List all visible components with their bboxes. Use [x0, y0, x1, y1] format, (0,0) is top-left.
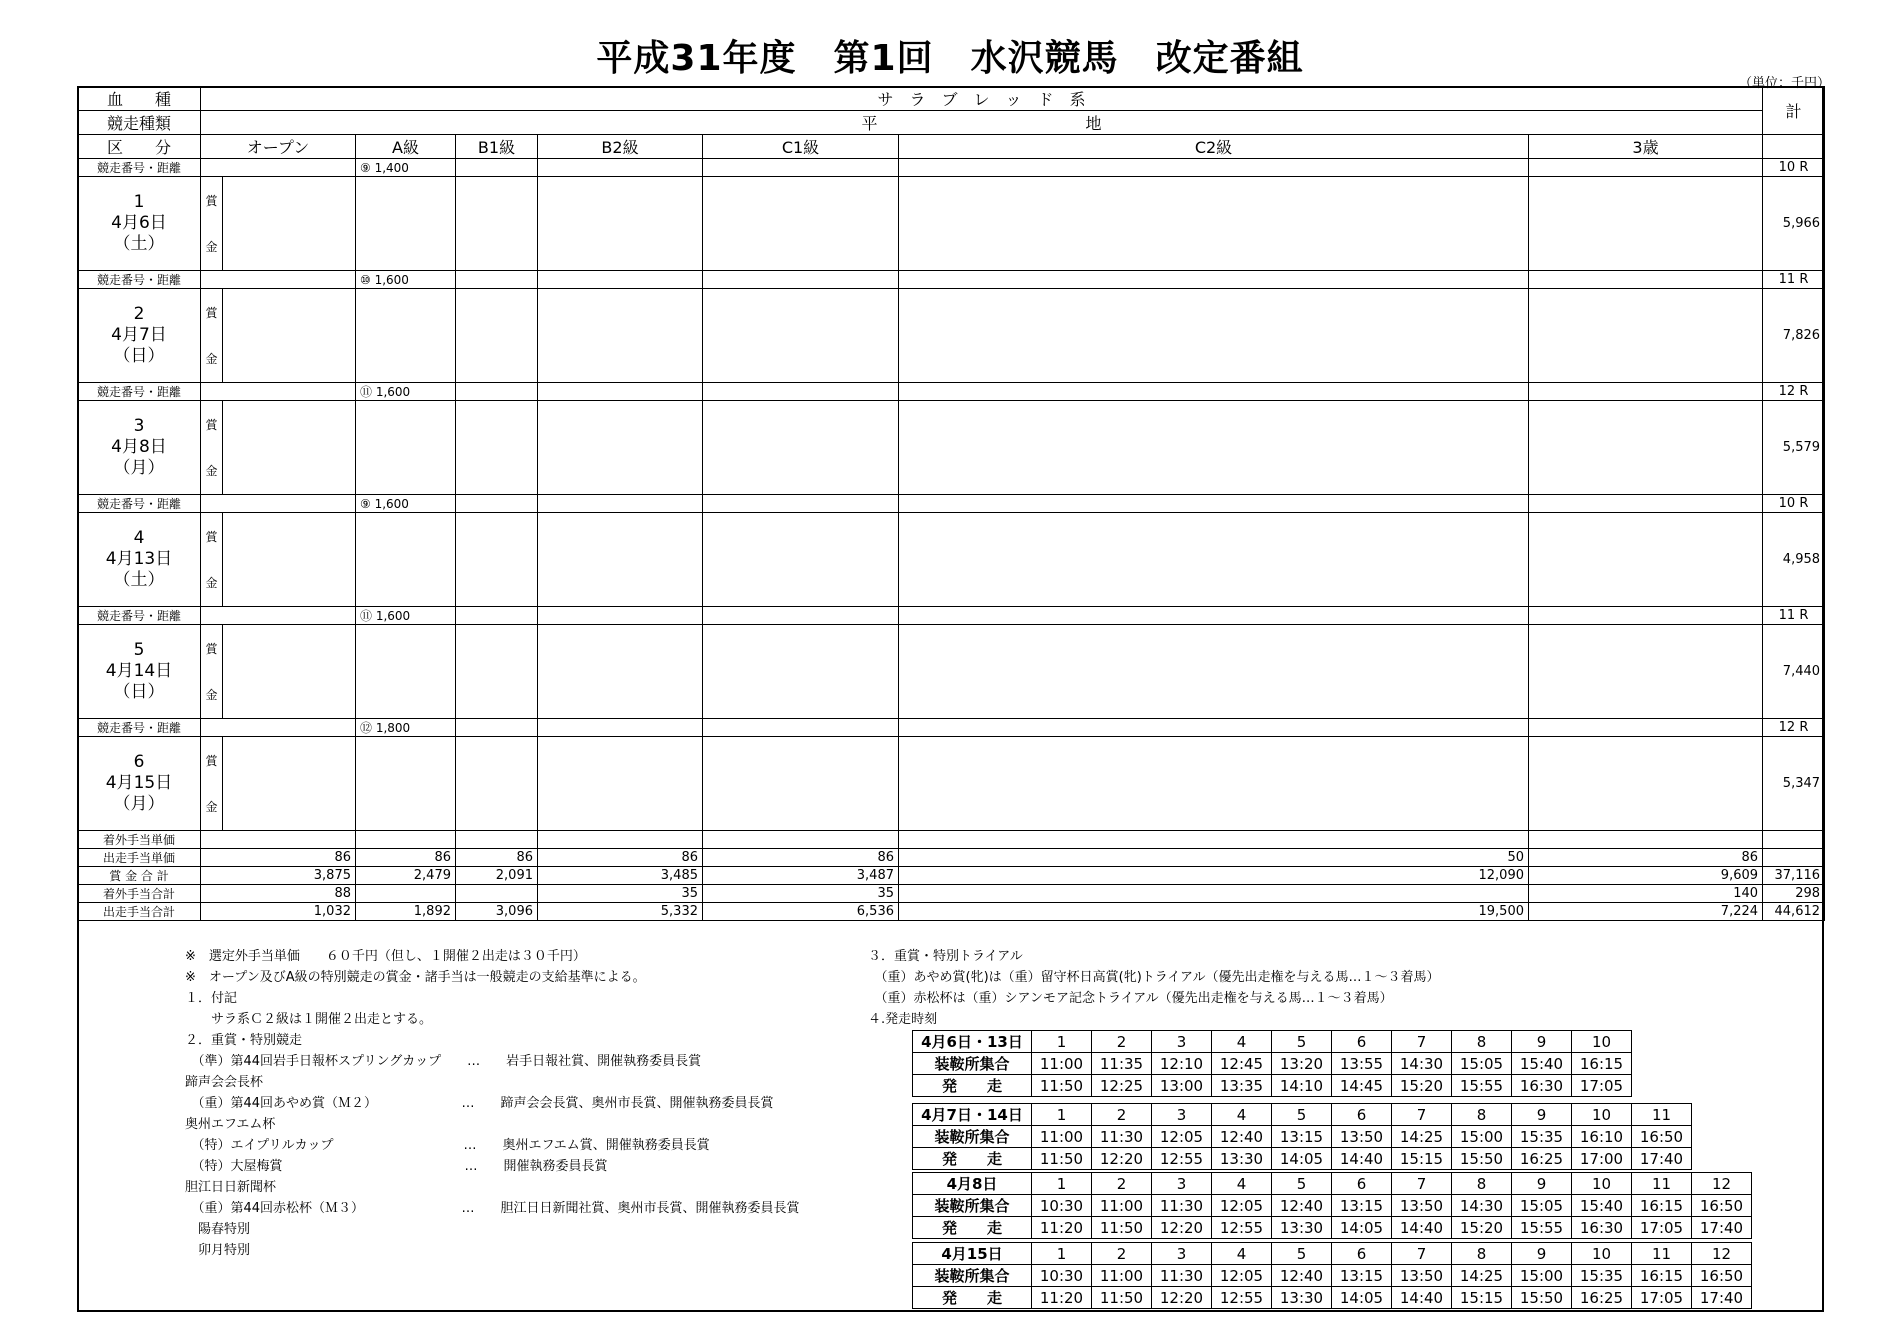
- saddling-time: 13:20: [1272, 1053, 1332, 1075]
- post-time: 11:20: [1032, 1217, 1092, 1239]
- post-time: 17:40: [1632, 1148, 1692, 1170]
- race-num: 10: [1572, 1104, 1632, 1126]
- day-weekday: （日）: [113, 346, 165, 366]
- note-line: （特）エイプリルカップ … 奥州エフエム賞、開催執務委員長賞: [185, 1138, 710, 1153]
- extra-unit-label: 着外手当単価: [78, 831, 201, 849]
- page-title: 平成31年度 第1回 水沢競馬 改定番組: [596, 38, 1304, 79]
- saddling-time: 16:15: [1632, 1195, 1692, 1217]
- col-a: A級: [356, 135, 456, 159]
- day-weekday: （土）: [113, 570, 165, 590]
- timetable-head: 4月7日・14日: [913, 1104, 1032, 1126]
- day-date: 4月15日: [105, 773, 173, 793]
- prize-label-2: 金: [205, 687, 218, 702]
- saddling-time: 11:00: [1032, 1053, 1092, 1075]
- note-line: 陽春特別: [185, 1222, 251, 1237]
- post-label: 発 走: [913, 1217, 1032, 1239]
- saddling-label: 装鞍所集合: [913, 1053, 1032, 1075]
- saddling-time: 13:15: [1332, 1265, 1392, 1287]
- start-unit-cell: 86: [538, 849, 703, 867]
- class-label: 区 分: [78, 135, 201, 159]
- saddling-time: 12:45: [1212, 1053, 1272, 1075]
- race-num: 7: [1392, 1031, 1452, 1053]
- race-num: 3: [1152, 1243, 1212, 1265]
- post-time: 13:30: [1272, 1217, 1332, 1239]
- start-total-label: 出走手当合計: [78, 903, 201, 921]
- race-count: 12 R: [1763, 383, 1825, 401]
- prize-total-cell: 9,609: [1529, 867, 1763, 885]
- race-no-label: 競走番号・距離: [78, 159, 201, 177]
- race-no-label: 競走番号・距離: [78, 271, 201, 289]
- race-num: 8: [1452, 1104, 1512, 1126]
- saddling-time: 14:25: [1452, 1265, 1512, 1287]
- day-number: 3: [133, 416, 145, 436]
- start-total-cell: 19,500: [899, 903, 1529, 921]
- start-unit-cell: 86: [703, 849, 899, 867]
- prize-label-2: 金: [205, 351, 218, 366]
- note-line: ※ 選定外手当単価 ６０千円（但し、１開催２出走は３０千円）: [185, 949, 586, 964]
- col-b1: B1級: [456, 135, 538, 159]
- day-date: 4月7日: [111, 325, 167, 345]
- day-weekday: （日）: [113, 682, 165, 702]
- post-time: 16:25: [1572, 1287, 1632, 1309]
- post-time: 14:05: [1332, 1287, 1392, 1309]
- start-total-cell: 44,612: [1763, 903, 1825, 921]
- prize-label-2: 金: [205, 463, 218, 478]
- col-3yo: 3歳: [1529, 135, 1763, 159]
- note-line: （重）あやめ賞(牝)は（重）留守杯日高賞(牝)トライアル（優先出走権を与える馬…１～３着馬）: [868, 970, 1440, 985]
- note-line: （重）赤松杯は（重）シアンモア記念トライアル（優先出走権を与える馬…１～３着馬）: [868, 991, 1393, 1006]
- post-time: 14:40: [1332, 1148, 1392, 1170]
- race-num: 3: [1152, 1173, 1212, 1195]
- race-num: 9: [1512, 1243, 1572, 1265]
- saddling-time: 12:05: [1212, 1195, 1272, 1217]
- post-time: 17:05: [1632, 1287, 1692, 1309]
- prize-total-cell: 37,116: [1763, 867, 1825, 885]
- start-total-cell: 1,032: [201, 903, 356, 921]
- prize-label-2: 金: [205, 575, 218, 590]
- start-total-cell: 1,892: [356, 903, 456, 921]
- saddling-time: 12:40: [1212, 1126, 1272, 1148]
- post-time: 15:50: [1452, 1148, 1512, 1170]
- saddling-time: 16:50: [1692, 1265, 1752, 1287]
- col-open: オープン: [201, 135, 356, 159]
- note-line: ※ オープン及びA級の特別競走の賞金・諸手当は一般競走の支給基準による。: [185, 970, 646, 985]
- start-unit-cell: 50: [899, 849, 1529, 867]
- extra-total-cell: 140: [1529, 885, 1763, 903]
- race-num: 7: [1392, 1243, 1452, 1265]
- saddling-time: 12:40: [1272, 1195, 1332, 1217]
- post-time: 12:25: [1092, 1075, 1152, 1097]
- race-num: 10: [1572, 1031, 1632, 1053]
- post-time: 14:40: [1392, 1217, 1452, 1239]
- post-time: 12:20: [1152, 1287, 1212, 1309]
- post-time: 12:55: [1212, 1287, 1272, 1309]
- col-b2: B2級: [538, 135, 703, 159]
- post-time: 17:05: [1572, 1075, 1632, 1097]
- post-time: 11:50: [1032, 1075, 1092, 1097]
- saddling-time: 13:15: [1272, 1126, 1332, 1148]
- saddling-time: 10:30: [1032, 1195, 1092, 1217]
- extra-total-cell: 298: [1763, 885, 1825, 903]
- day-sum: 5,347: [1763, 737, 1825, 831]
- extra-total-label: 着外手当合計: [78, 885, 201, 903]
- post-time: 14:45: [1332, 1075, 1392, 1097]
- note-line: 蹄声会会長杯: [185, 1075, 264, 1090]
- race-no-label: 競走番号・距離: [78, 719, 201, 737]
- saddling-time: 10:30: [1032, 1265, 1092, 1287]
- post-time: 14:05: [1272, 1148, 1332, 1170]
- race-num: 11: [1632, 1173, 1692, 1195]
- start-unit-cell: 86: [1529, 849, 1763, 867]
- race-no-label: 競走番号・距離: [78, 495, 201, 513]
- race-num: 6: [1332, 1104, 1392, 1126]
- post-time: 17:00: [1572, 1148, 1632, 1170]
- start-unit-cell: 86: [456, 849, 538, 867]
- saddling-time: 15:40: [1572, 1195, 1632, 1217]
- post-time: 15:50: [1512, 1287, 1572, 1309]
- prize-label-2: 金: [205, 799, 218, 814]
- day-number: 6: [133, 752, 145, 772]
- race-count: 12 R: [1763, 719, 1825, 737]
- start-total-cell: 3,096: [456, 903, 538, 921]
- post-time: 14:05: [1332, 1217, 1392, 1239]
- post-time: 17:40: [1692, 1287, 1752, 1309]
- saddling-time: 16:10: [1572, 1126, 1632, 1148]
- race-num: 8: [1452, 1031, 1512, 1053]
- saddling-time: 16:15: [1632, 1265, 1692, 1287]
- note-line: 胆江日日新聞杯: [185, 1180, 277, 1195]
- start-total-cell: 7,224: [1529, 903, 1763, 921]
- race-num: 4: [1212, 1173, 1272, 1195]
- prize-label-1: 賞: [205, 193, 218, 208]
- saddling-time: 15:05: [1452, 1053, 1512, 1075]
- race-num: 1: [1032, 1104, 1092, 1126]
- extra-total-cell: 88: [201, 885, 356, 903]
- saddling-time: 11:30: [1092, 1126, 1152, 1148]
- day-sum: 5,579: [1763, 401, 1825, 495]
- post-time: 13:30: [1272, 1287, 1332, 1309]
- prize-total-cell: 3,485: [538, 867, 703, 885]
- saddling-time: 13:50: [1392, 1265, 1452, 1287]
- race-no-cell: ⑫ 1,800: [356, 719, 456, 737]
- prize-total-label: 賞 金 合 計: [78, 867, 201, 885]
- race-num: 6: [1332, 1243, 1392, 1265]
- saddling-time: 11:00: [1032, 1126, 1092, 1148]
- note-line: ２．重賞・特別競走: [185, 1033, 303, 1048]
- blood-label: 血 種: [78, 87, 201, 111]
- race-count: 11 R: [1763, 271, 1825, 289]
- race-num: 7: [1392, 1173, 1452, 1195]
- prize-label-1: 賞: [205, 641, 218, 656]
- race-num: 11: [1632, 1104, 1692, 1126]
- post-label: 発 走: [913, 1148, 1032, 1170]
- day-weekday: （土）: [113, 234, 165, 254]
- extra-total-cell: 35: [538, 885, 703, 903]
- race-num: 1: [1032, 1031, 1092, 1053]
- prize-label-1: 賞: [205, 417, 218, 432]
- start-total-cell: 5,332: [538, 903, 703, 921]
- day-sum: 4,958: [1763, 513, 1825, 607]
- post-time: 13:35: [1212, 1075, 1272, 1097]
- race-num: 4: [1212, 1243, 1272, 1265]
- saddling-time: 11:00: [1092, 1195, 1152, 1217]
- prize-total-cell: 3,875: [201, 867, 356, 885]
- race-num: 9: [1512, 1031, 1572, 1053]
- post-time: 12:20: [1152, 1217, 1212, 1239]
- saddling-time: 11:00: [1092, 1265, 1152, 1287]
- day-weekday: （月）: [113, 458, 165, 478]
- post-time: 14:40: [1392, 1287, 1452, 1309]
- race-num: 6: [1332, 1173, 1392, 1195]
- saddling-time: 13:55: [1332, 1053, 1392, 1075]
- unit-label: （単位：千円）: [1738, 76, 1830, 91]
- day-number: 4: [133, 528, 145, 548]
- day-date: 4月8日: [111, 437, 167, 457]
- prize-label-1: 賞: [205, 753, 218, 768]
- note-line: （準）第44回岩手日報杯スプリングカップ … 岩手日報社賞、開催執務委員長賞: [185, 1054, 702, 1069]
- note-line: １．付記: [185, 991, 238, 1006]
- blood-value: サ ラ ブ レ ッ ド 系: [201, 87, 1763, 111]
- post-time: 12:55: [1212, 1217, 1272, 1239]
- race-type-label: 競走種類: [78, 111, 201, 135]
- race-num: 2: [1092, 1104, 1152, 1126]
- post-time: 15:15: [1392, 1148, 1452, 1170]
- race-no-cell: ⑨ 1,600: [356, 495, 456, 513]
- prize-label-2: 金: [205, 239, 218, 254]
- race-num: 11: [1632, 1243, 1692, 1265]
- race-num: 10: [1572, 1243, 1632, 1265]
- post-time: 17:40: [1692, 1217, 1752, 1239]
- race-no-cell: ⑪ 1,600: [356, 383, 456, 401]
- race-num: 5: [1272, 1173, 1332, 1195]
- saddling-time: 13:50: [1332, 1126, 1392, 1148]
- race-count: 10 R: [1763, 495, 1825, 513]
- race-type-value: 平 地: [201, 111, 1763, 135]
- race-num: 5: [1272, 1243, 1332, 1265]
- saddling-time: 12:05: [1152, 1126, 1212, 1148]
- race-num: 12: [1692, 1243, 1752, 1265]
- outer-frame: [77, 86, 1824, 1312]
- race-no-cell: ⑨ 1,400: [356, 159, 456, 177]
- post-time: 15:55: [1512, 1217, 1572, 1239]
- day-number: 5: [133, 640, 145, 660]
- prize-total-cell: 2,479: [356, 867, 456, 885]
- saddling-time: 16:50: [1632, 1126, 1692, 1148]
- saddling-time: 15:35: [1572, 1265, 1632, 1287]
- day-sum: 7,826: [1763, 289, 1825, 383]
- start-total-cell: 6,536: [703, 903, 899, 921]
- race-num: 1: [1032, 1243, 1092, 1265]
- race-num: 6: [1332, 1031, 1392, 1053]
- race-num: 4: [1212, 1031, 1272, 1053]
- prize-total-cell: 12,090: [899, 867, 1529, 885]
- prize-total-cell: 2,091: [456, 867, 538, 885]
- race-num: 3: [1152, 1104, 1212, 1126]
- day-weekday: （月）: [113, 794, 165, 814]
- saddling-time: 16:15: [1572, 1053, 1632, 1075]
- race-num: 4: [1212, 1104, 1272, 1126]
- race-num: 7: [1392, 1104, 1452, 1126]
- race-num: 5: [1272, 1031, 1332, 1053]
- saddling-time: 16:50: [1692, 1195, 1752, 1217]
- saddling-time: 14:25: [1392, 1126, 1452, 1148]
- race-num: 2: [1092, 1173, 1152, 1195]
- note-line: 奥州エフエム杯: [185, 1117, 276, 1132]
- race-no-label: 競走番号・距離: [78, 383, 201, 401]
- extra-total-cell: 35: [703, 885, 899, 903]
- saddling-time: 14:30: [1392, 1053, 1452, 1075]
- prize-label-1: 賞: [205, 305, 218, 320]
- saddling-time: 13:50: [1392, 1195, 1452, 1217]
- race-no-cell: ⑩ 1,600: [356, 271, 456, 289]
- saddling-time: 12:05: [1212, 1265, 1272, 1287]
- race-num: 8: [1452, 1173, 1512, 1195]
- post-time: 15:20: [1392, 1075, 1452, 1097]
- day-date: 4月13日: [105, 549, 173, 569]
- race-num: 5: [1272, 1104, 1332, 1126]
- day-date: 4月14日: [105, 661, 173, 681]
- race-num: 8: [1452, 1243, 1512, 1265]
- saddling-time: 11:30: [1152, 1195, 1212, 1217]
- race-num: 12: [1692, 1173, 1752, 1195]
- saddling-time: 15:35: [1512, 1126, 1572, 1148]
- post-time: 12:55: [1152, 1148, 1212, 1170]
- col-c1: C1級: [703, 135, 899, 159]
- race-num: 3: [1152, 1031, 1212, 1053]
- post-time: 13:00: [1152, 1075, 1212, 1097]
- race-num: 9: [1512, 1104, 1572, 1126]
- post-time: 15:55: [1452, 1075, 1512, 1097]
- race-num: 1: [1032, 1173, 1092, 1195]
- post-time: 12:20: [1092, 1148, 1152, 1170]
- saddling-label: 装鞍所集合: [913, 1195, 1032, 1217]
- race-count: 10 R: [1763, 159, 1825, 177]
- saddling-label: 装鞍所集合: [913, 1126, 1032, 1148]
- saddling-time: 11:30: [1152, 1265, 1212, 1287]
- prize-total-cell: 3,487: [703, 867, 899, 885]
- saddling-time: 15:00: [1512, 1265, 1572, 1287]
- saddling-time: 12:40: [1272, 1265, 1332, 1287]
- post-time: 16:30: [1512, 1075, 1572, 1097]
- note-line: （重）第44回赤松杯（Ｍ３） … 胆江日日新聞社賞、奥州市長賞、開催執務委員長賞: [185, 1201, 800, 1216]
- timetable-head: 4月15日: [913, 1243, 1032, 1265]
- saddling-time: 15:00: [1452, 1126, 1512, 1148]
- race-num: 10: [1572, 1173, 1632, 1195]
- race-count: 11 R: [1763, 607, 1825, 625]
- total-header: 計: [1763, 87, 1825, 135]
- note-line: ３．重賞・特別トライアル: [868, 949, 1023, 964]
- timetable-head: 4月8日: [913, 1173, 1032, 1195]
- day-number: 2: [133, 304, 145, 324]
- saddling-time: 11:35: [1092, 1053, 1152, 1075]
- post-time: 14:10: [1272, 1075, 1332, 1097]
- post-time: 16:30: [1572, 1217, 1632, 1239]
- saddling-time: 15:40: [1512, 1053, 1572, 1075]
- timetable-head: 4月6日・13日: [913, 1031, 1032, 1053]
- post-time: 16:25: [1512, 1148, 1572, 1170]
- note-line: サラ系Ｃ２級は１開催２出走とする。: [185, 1012, 433, 1027]
- post-time: 11:20: [1032, 1287, 1092, 1309]
- race-no-label: 競走番号・距離: [78, 607, 201, 625]
- note-line: （重）第44回あやめ賞（Ｍ２） … 蹄声会会長賞、奥州市長賞、開催執務委員長賞: [185, 1096, 774, 1111]
- saddling-time: 14:30: [1452, 1195, 1512, 1217]
- saddling-time: 12:10: [1152, 1053, 1212, 1075]
- prize-label-1: 賞: [205, 529, 218, 544]
- race-num: 9: [1512, 1173, 1572, 1195]
- race-num: 2: [1092, 1031, 1152, 1053]
- day-sum: 5,966: [1763, 177, 1825, 271]
- day-date: 4月6日: [111, 213, 167, 233]
- saddling-label: 装鞍所集合: [913, 1265, 1032, 1287]
- note-line: 卯月特別: [185, 1243, 251, 1258]
- saddling-time: 13:15: [1332, 1195, 1392, 1217]
- post-time: 11:50: [1092, 1287, 1152, 1309]
- start-unit-label: 出走手当単価: [78, 849, 201, 867]
- post-time: 15:15: [1452, 1287, 1512, 1309]
- post-time: 11:50: [1032, 1148, 1092, 1170]
- start-unit-cell: 86: [356, 849, 456, 867]
- post-time: 17:05: [1632, 1217, 1692, 1239]
- post-time: 11:50: [1092, 1217, 1152, 1239]
- post-time: 15:20: [1452, 1217, 1512, 1239]
- post-label: 発 走: [913, 1075, 1032, 1097]
- race-num: 2: [1092, 1243, 1152, 1265]
- start-unit-cell: 86: [201, 849, 356, 867]
- day-number: 1: [133, 192, 145, 212]
- day-sum: 7,440: [1763, 625, 1825, 719]
- post-label: 発 走: [913, 1287, 1032, 1309]
- note-line: ４.発走時刻: [868, 1012, 938, 1027]
- race-no-cell: ⑪ 1,600: [356, 607, 456, 625]
- note-line: （特）大屋梅賞 … 開催執務委員長賞: [185, 1159, 608, 1174]
- post-time: 13:30: [1212, 1148, 1272, 1170]
- col-c2: C2級: [899, 135, 1529, 159]
- saddling-time: 15:05: [1512, 1195, 1572, 1217]
